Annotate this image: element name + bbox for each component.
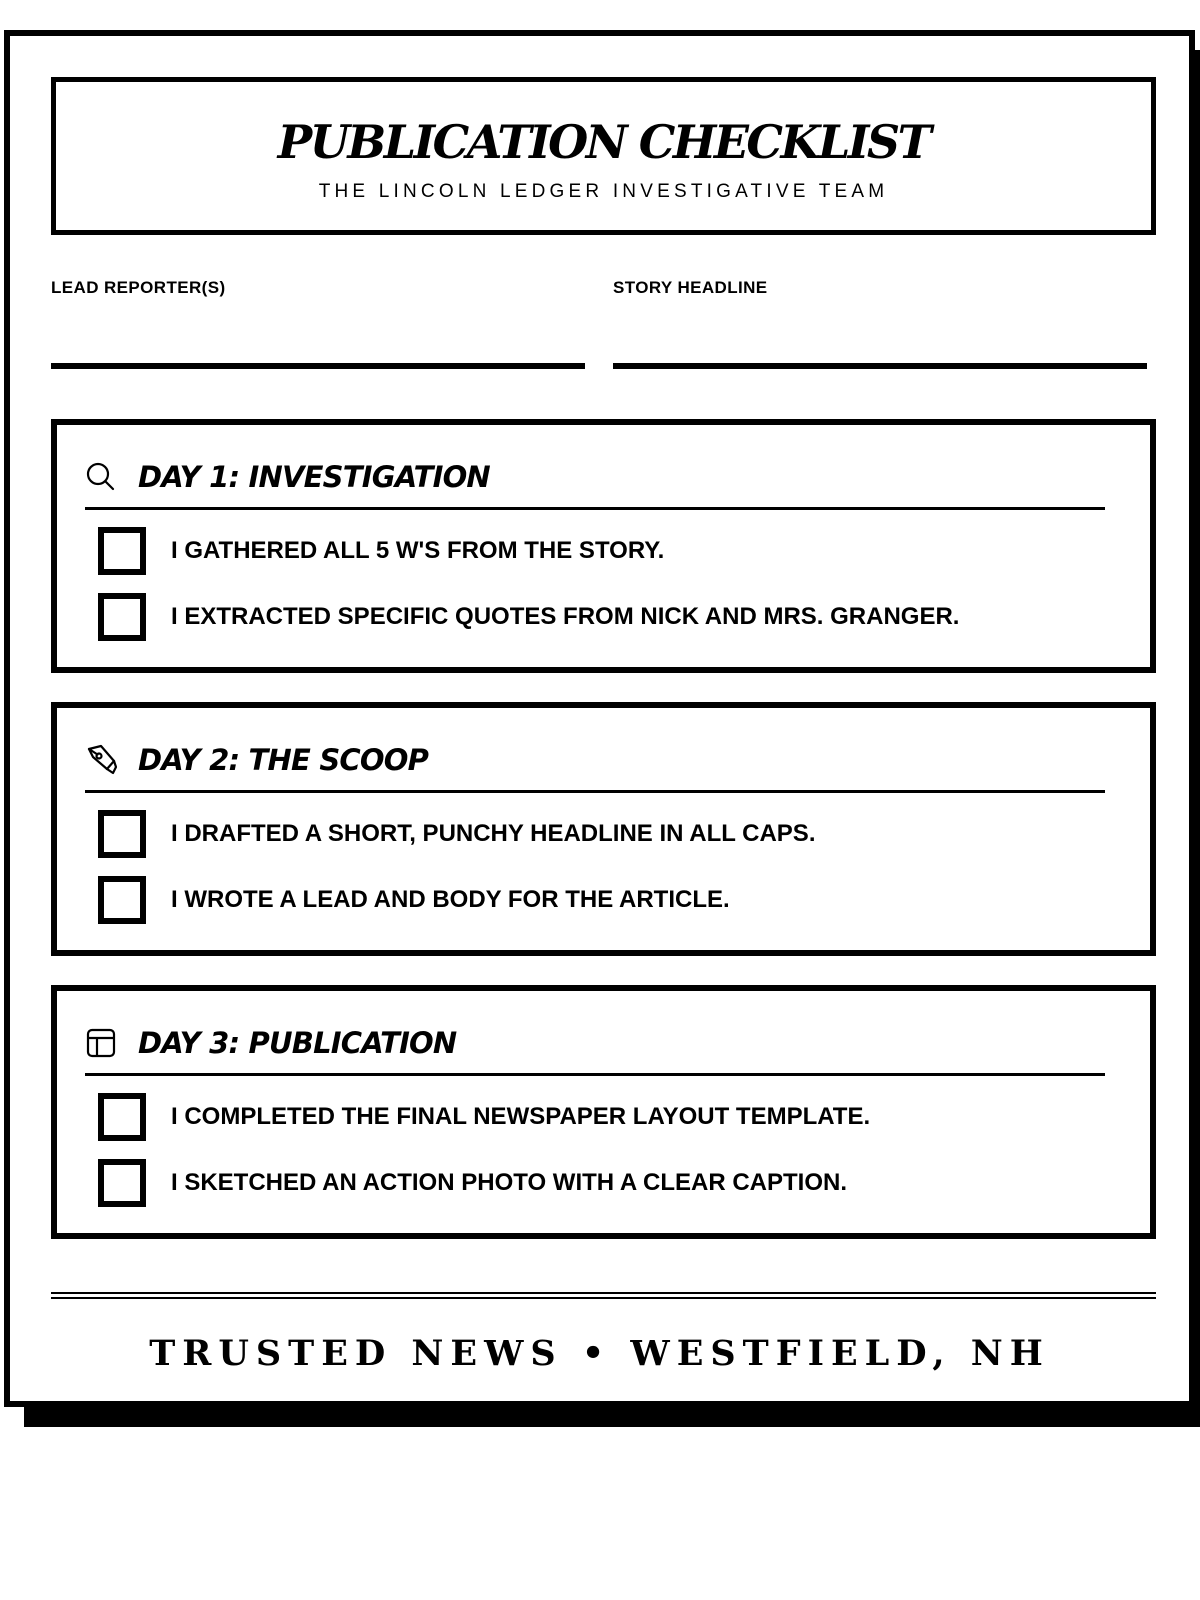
checkbox[interactable]	[98, 593, 146, 641]
section-day-1	[51, 419, 1156, 673]
lead-reporter-input[interactable]	[51, 363, 585, 369]
section-header	[85, 1021, 1105, 1073]
section-title: DAY 2: THE SCOOP	[138, 743, 429, 777]
story-headline-input[interactable]	[613, 363, 1147, 369]
story-headline-field	[613, 278, 1147, 298]
page-title: PUBLICATION CHECKLIST	[277, 115, 930, 169]
lead-reporter-label: LEAD REPORTER(S)	[51, 278, 226, 297]
checklist-item-text: I EXTRACTED SPECIFIC QUOTES FROM NICK AND MRS. GRANGER.	[171, 603, 960, 630]
pen-tool-icon	[85, 743, 117, 775]
checklist-item-text: I COMPLETED THE FINAL NEWSPAPER LAYOUT TEMPLATE.	[171, 1103, 871, 1130]
section-divider	[85, 790, 1105, 793]
checklist-item-text: I GATHERED ALL 5 W'S FROM THE STORY.	[171, 537, 665, 564]
section-title: DAY 3: PUBLICATION	[138, 1026, 457, 1060]
checklist-item-text: I SKETCHED AN ACTION PHOTO WITH A CLEAR CAPTION.	[171, 1169, 847, 1196]
section-divider	[85, 1073, 1105, 1076]
section-title: DAY 1: INVESTIGATION	[138, 460, 490, 494]
page-subtitle: THE LINCOLN LEDGER INVESTIGATIVE TEAM	[318, 181, 889, 202]
checklist-sheet	[4, 30, 1195, 1407]
layout-icon	[85, 1026, 117, 1058]
checkbox[interactable]	[98, 810, 146, 858]
checklist-item[interactable]	[98, 810, 1098, 858]
footer-rule-bottom	[51, 1297, 1156, 1299]
section-header	[85, 738, 1105, 790]
section-day-2	[51, 702, 1156, 956]
section-divider	[85, 507, 1105, 510]
checklist-item[interactable]	[98, 593, 1098, 641]
checklist-item-text: I WROTE A LEAD AND BODY FOR THE ARTICLE.	[171, 886, 730, 913]
checklist-item[interactable]	[98, 527, 1098, 575]
checklist-item[interactable]	[98, 1093, 1098, 1141]
checklist-item[interactable]	[98, 1159, 1098, 1207]
checkbox[interactable]	[98, 876, 146, 924]
story-headline-label: STORY HEADLINE	[613, 278, 768, 297]
checklist-item-text: I DRAFTED A SHORT, PUNCHY HEADLINE IN ALL CAPS.	[171, 820, 816, 847]
section-day-3	[51, 985, 1156, 1239]
search-icon	[85, 460, 117, 492]
footer-rule-top	[51, 1292, 1156, 1294]
section-header	[85, 455, 1105, 507]
checkbox[interactable]	[98, 527, 146, 575]
checklist-item[interactable]	[98, 876, 1098, 924]
checkbox[interactable]	[98, 1093, 146, 1141]
lead-reporter-field	[51, 278, 585, 298]
footer-tagline: TRUSTED NEWS • WESTFIELD, NH	[149, 1333, 1050, 1374]
title-box	[51, 77, 1156, 235]
checkbox[interactable]	[98, 1159, 146, 1207]
